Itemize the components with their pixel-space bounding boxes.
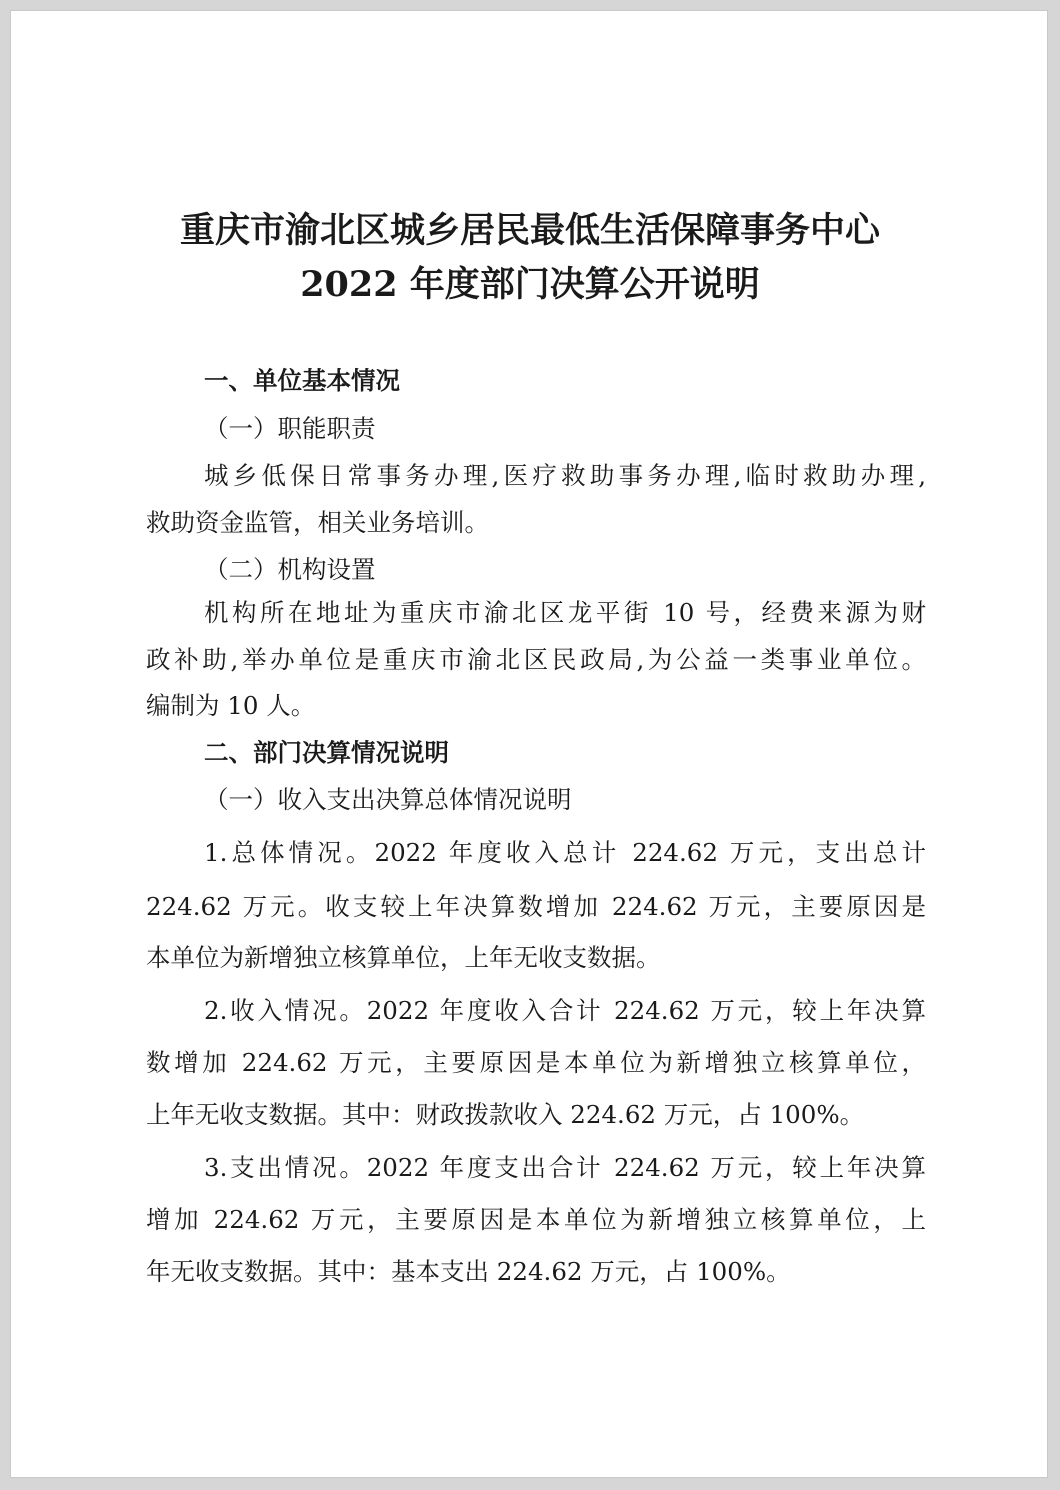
paragraph-line: 2.收入情况。2022 年度收入合计 224.62 万元，较上年决算 — [204, 996, 926, 1025]
subsection-heading-organization: （二）机构设置 — [204, 555, 376, 584]
paragraph-line: 3.支出情况。2022 年度支出合计 224.62 万元，较上年决算 — [204, 1153, 926, 1182]
paragraph-line: 机构所在地址为重庆市渝北区龙平街 10 号，经费来源为财 — [204, 598, 926, 627]
document-title-line-2: 2022 年度部门决算公开说明 — [300, 264, 760, 305]
document-page — [10, 10, 1048, 1478]
paragraph-line: 城乡低保日常事务办理,医疗救助事务办理,临时救助办理, — [204, 461, 926, 490]
paragraph-line: 1.总体情况。2022 年度收入总计 224.62 万元，支出总计 — [204, 838, 926, 867]
paragraph-line: 上年无收支数据。其中：财政拨款收入 224.62 万元，占 100%。 — [146, 1100, 865, 1129]
paragraph-line: 政补助,举办单位是重庆市渝北区民政局,为公益一类事业单位。 — [146, 645, 926, 674]
paragraph-line: 本单位为新增独立核算单位，上年无收支数据。 — [146, 943, 661, 972]
paragraph-line: 增加 224.62 万元，主要原因是本单位为新增独立核算单位，上 — [146, 1205, 926, 1234]
paragraph-line: 编制为 10 人。 — [146, 691, 316, 720]
paragraph-line: 224.62 万元。收支较上年决算数增加 224.62 万元，主要原因是 — [146, 892, 926, 921]
paragraph-line: 救助资金监管，相关业务培训。 — [146, 508, 489, 537]
paragraph-line: 年无收支数据。其中：基本支出 224.62 万元，占 100%。 — [146, 1257, 791, 1286]
subsection-heading-income-expense: （一）收入支出决算总体情况说明 — [204, 785, 572, 814]
paragraph-line: 数增加 224.62 万元，主要原因是本单位为新增独立核算单位， — [146, 1048, 926, 1077]
section-heading-final-accounts: 二、部门决算情况说明 — [204, 738, 449, 767]
subsection-heading-duties: （一）职能职责 — [204, 414, 376, 443]
section-heading-basic-info: 一、单位基本情况 — [204, 366, 400, 395]
document-title-line-1: 重庆市渝北区城乡居民最低生活保障事务中心 — [179, 210, 880, 251]
